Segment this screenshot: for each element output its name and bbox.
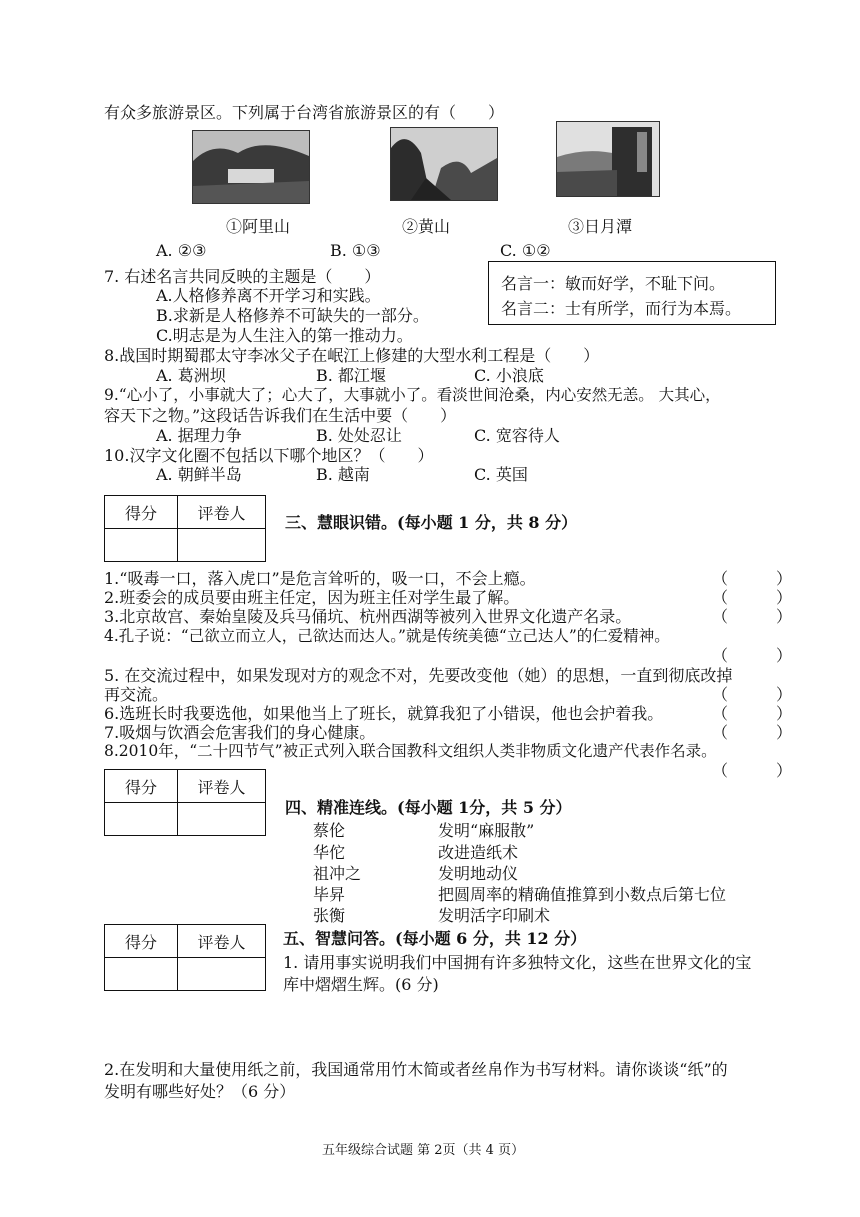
s3-answer-3[interactable]: （ ）	[712, 607, 793, 626]
s4-right-3[interactable]: 发明地动仪	[438, 864, 519, 883]
s3-item-7: 7.吸烟与饮酒会危害我们的身心健康。	[104, 723, 376, 742]
quotes-box	[488, 261, 776, 325]
s3-item-8: 8.2010年，“二十四节气”被正式列入联合国教科文组织人类非物质文化遗产代表作名录。	[104, 742, 717, 760]
q6-stem: 有众多旅游景区。下列属于台湾省旅游景区的有（ ）	[104, 103, 505, 122]
q8-option-a: A. 葛洲坝	[156, 366, 226, 385]
s3-item-4: 4.孔子说：“己欲立而立人，己欲达而达人。”就是传统美德“立己达人”的仁爱精神。	[104, 627, 670, 645]
photo-caption-1: ①阿里山	[226, 217, 291, 236]
grader-header: 评卷人	[178, 496, 266, 529]
q6-option-b: B. ①③	[330, 241, 381, 260]
s3-answer-5[interactable]: （ ）	[712, 685, 793, 704]
score-cell[interactable]	[105, 803, 178, 836]
s3-item-2: 2.班委会的成员要由班主任定，因为班主任对学生最了解。	[104, 588, 520, 607]
q10-option-a: A. 朝鲜半岛	[156, 465, 242, 484]
score-table-section4	[104, 769, 266, 836]
alishan-photo	[192, 130, 310, 204]
s3-item-3: 3.北京故宫、秦始皇陵及兵马俑坑、杭州西湖等被列入世界文化遗产名录。	[104, 607, 632, 626]
q6-option-c: C. ①②	[500, 241, 551, 260]
score-cell[interactable]	[105, 958, 178, 991]
s5-q1-line2: 库中熠熠生辉。(6 分)	[283, 975, 439, 994]
s4-right-5[interactable]: 发明活字印刷术	[438, 906, 551, 925]
grader-cell[interactable]	[178, 958, 266, 991]
q8-option-c: C. 小浪底	[474, 366, 544, 385]
q8-stem: 8.战国时期蜀郡太守李冰父子在岷江上修建的大型水利工程是（ ）	[104, 346, 600, 365]
grader-header: 评卷人	[178, 770, 266, 803]
score-header: 得分	[105, 925, 178, 958]
s5-q2-line2: 发明有哪些好处？（6 分）	[104, 1082, 296, 1101]
s4-left-5[interactable]: 张衡	[313, 906, 346, 925]
huangshan-photo	[390, 127, 498, 201]
s5-q2-line1: 2.在发明和大量使用纸之前，我国通常用竹木简或者丝帛作为书写材料。请你谈谈“纸”的	[104, 1060, 728, 1079]
q9-option-b: B. 处处忍让	[316, 426, 402, 445]
photo-caption-2: ②黄山	[402, 217, 451, 236]
q9-option-c: C. 宽容待人	[474, 426, 560, 445]
s3-item-6: 6.选班长时我要选他，如果他当上了班长，就算我犯了小错误，他也会护着我。	[104, 704, 664, 723]
s4-right-4[interactable]: 把圆周率的精确值推算到小数点后第七位	[438, 885, 727, 904]
q7-option-c: C.明志是为人生注入的第一推动力。	[156, 326, 413, 345]
s3-item-5-line1: 5. 在交流过程中，如果发现对方的观念不对，先要改变他（她）的思想，一直到彻底改掉	[104, 666, 733, 685]
s3-answer-2[interactable]: （ ）	[712, 588, 793, 607]
section3-title: 三、慧眼识错。(每小题 1 分，共 8 分）	[285, 513, 578, 532]
s4-left-2[interactable]: 华佗	[313, 843, 346, 862]
s3-answer-8[interactable]: （ ）	[712, 761, 793, 780]
s3-item-1: 1.“吸毒一口，落入虎口”是危言耸听的，吸一口，不会上瘾。	[104, 569, 536, 588]
score-table-section5	[104, 924, 266, 991]
score-cell[interactable]	[105, 529, 178, 562]
q10-option-b: B. 越南	[316, 465, 370, 484]
grader-cell[interactable]	[178, 529, 266, 562]
quote-2: 名言二：士有所学，而行为本焉。	[501, 299, 742, 318]
grader-header: 评卷人	[178, 925, 266, 958]
grader-cell[interactable]	[178, 803, 266, 836]
page-footer: 五年级综合试题 第 2页（共 4 页）	[322, 1143, 525, 1158]
q7-option-b: B.求新是人格修养不可缺失的一部分。	[156, 306, 429, 325]
s3-answer-1[interactable]: （ ）	[712, 569, 793, 588]
s3-answer-7[interactable]: （ ）	[712, 723, 793, 742]
s3-item-5-line2: 再交流。	[104, 685, 169, 704]
q7-stem: 7. 右述名言共同反映的主题是（ ）	[104, 267, 381, 286]
sun-moon-lake-photo	[556, 121, 660, 197]
score-header: 得分	[105, 496, 178, 529]
section4-title: 四、精准连线。(每小题 1分，共 5 分）	[285, 798, 572, 817]
s4-right-1[interactable]: 发明“麻服散”	[438, 821, 535, 840]
q9-stem-line2: 容天下之物。”这段话告诉我们在生活中要（ ）	[104, 406, 457, 425]
s3-answer-6[interactable]: （ ）	[712, 704, 793, 723]
q10-stem: 10.汉字文化圈不包括以下哪个地区？（ ）	[104, 446, 434, 465]
s5-q1-line1: 1. 请用事实说明我们中国拥有许多独特文化，这些在世界文化的宝	[283, 953, 752, 972]
score-table-section3	[104, 495, 266, 562]
q9-stem-line1: 9.“心小了，小事就大了；心大了，大事就小了。看淡世间沧桑，内心安然无恙。 大其心，	[104, 386, 721, 404]
photo-caption-3: ③日月潭	[568, 217, 633, 236]
s4-left-3[interactable]: 祖冲之	[313, 864, 362, 883]
q8-option-b: B. 都江堰	[316, 366, 386, 385]
section5-title: 五、智慧问答。(每小题 6 分，共 12 分）	[283, 929, 587, 948]
quote-1: 名言一：敏而好学，不耻下问。	[501, 274, 726, 293]
q6-option-a: A. ②③	[156, 241, 207, 260]
s4-left-1[interactable]: 蔡伦	[313, 821, 346, 840]
q7-option-a: A.人格修养离不开学习和实践。	[156, 286, 381, 305]
q9-option-a: A. 据理力争	[156, 426, 242, 445]
s4-right-2[interactable]: 改进造纸术	[438, 843, 519, 862]
s3-answer-4[interactable]: （ ）	[712, 646, 793, 665]
q10-option-c: C. 英国	[474, 465, 528, 484]
s4-left-4[interactable]: 毕昇	[313, 885, 346, 904]
score-header: 得分	[105, 770, 178, 803]
